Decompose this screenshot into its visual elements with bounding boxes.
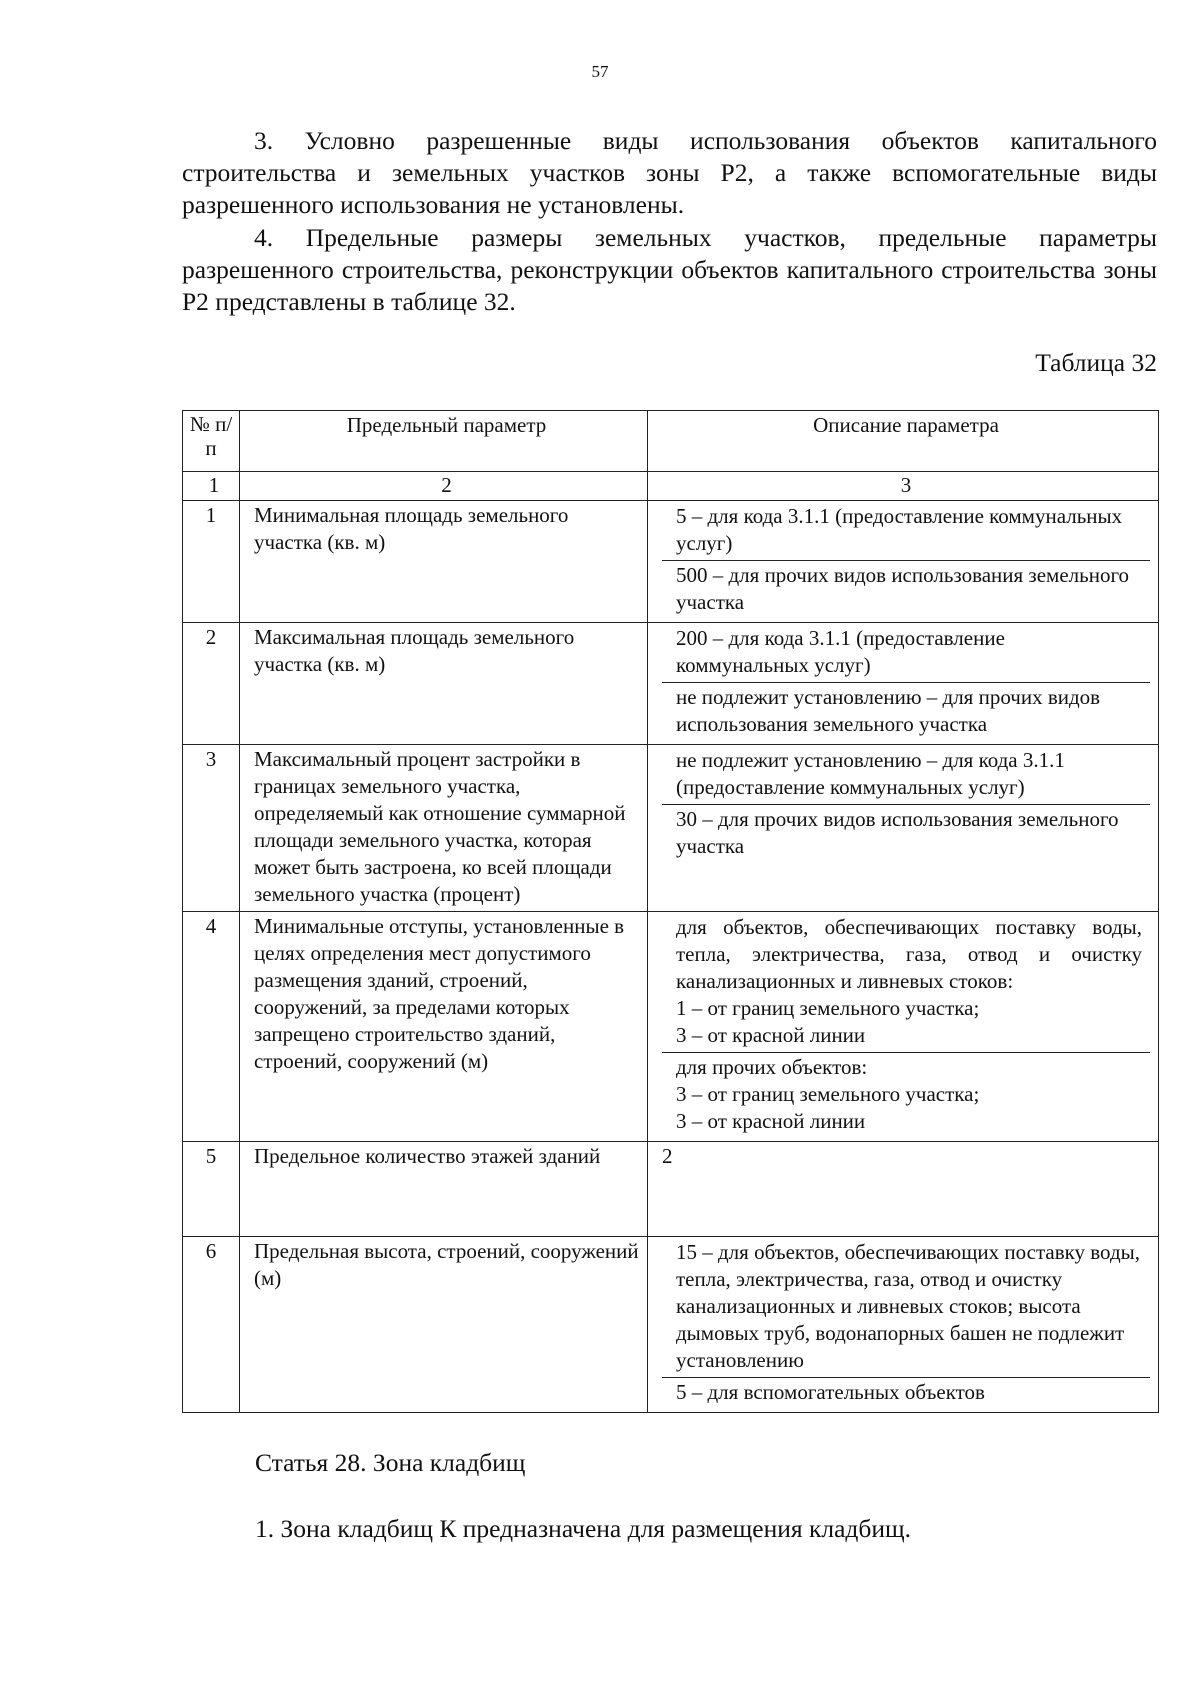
table-row: [183, 745, 1159, 912]
row-description: [648, 1237, 1159, 1413]
article-paragraph-1: 1. Зона кладбищ К предназначена для размещения кладбищ.: [255, 1514, 912, 1543]
row-description: [648, 912, 1159, 1142]
table-row: [183, 501, 1159, 623]
table-row: [183, 1142, 1159, 1237]
description-item: 30 – для прочих видов использования земельного участка: [676, 807, 1119, 858]
header-description: Описание параметра: [648, 411, 1159, 472]
row-number: 1: [183, 501, 240, 623]
row-parameter: Минимальные отступы, установленные в целях определения мест допустимого размещения зданий, строений, сооружений, за пределами которых запрещено строительство зданий, строений, сооружений (м): [240, 912, 648, 1142]
table-row: [183, 623, 1159, 745]
description-item: [662, 1053, 1150, 1138]
table-header-row: [183, 411, 1159, 472]
description-line: 1 – от границ земельного участка;: [676, 996, 980, 1020]
row-number: 6: [183, 1237, 240, 1413]
row-description: 2: [648, 1142, 1159, 1237]
row-parameter: Максимальная площадь земельного участка (кв. м): [240, 623, 648, 745]
index-cell: 2: [240, 472, 648, 501]
table-row: [183, 1237, 1159, 1413]
row-number: 5: [183, 1142, 240, 1237]
table-caption: Таблица 32: [1035, 348, 1157, 377]
row-description: [648, 623, 1159, 745]
description-item: не подлежит установлению – для прочих видов использования земельного участка: [676, 685, 1101, 736]
row-number: 3: [183, 745, 240, 912]
header-number: № п/п: [183, 411, 240, 472]
page-number: 57: [591, 62, 609, 81]
description-line: для объектов, обеспечивающих поставку воды, тепла, электричества, газа, отвод и очистку канализационных и ливневых стоков:: [676, 915, 1142, 993]
description-line: 3 – от красной линии: [676, 1023, 866, 1047]
paragraph-4-text: 4. Предельные размеры земельных участков, предельные параметры разрешенного строительства, реконструкции объектов капитального строительства зоны Р2 представлены в таблице 32.: [182, 223, 1157, 316]
index-cell: 1: [183, 472, 240, 501]
paragraph-4: [182, 222, 1157, 318]
description-item: 5 – для кода 3.1.1 (предоставление коммунальных услуг): [662, 502, 1150, 561]
paragraph-3-text: 3. Условно разрешенные виды использования объектов капитального строительства и земельных участков зоны Р2, а также вспомогательные виды разрешенного использования не установлены.: [182, 126, 1157, 219]
row-number: 2: [183, 623, 240, 745]
row-description: [648, 745, 1159, 912]
description-line: 3 – от границ земельного участка;: [676, 1082, 980, 1106]
row-parameter: Минимальная площадь земельного участка (кв. м): [240, 501, 648, 623]
row-number: 4: [183, 912, 240, 1142]
limits-table: [182, 410, 1159, 1413]
index-cell: 3: [648, 472, 1159, 501]
description-item: 200 – для кода 3.1.1 (предоставление коммунальных услуг): [662, 624, 1150, 683]
header-parameter: Предельный параметр: [240, 411, 648, 472]
article-title: Статья 28. Зона кладбищ: [255, 1448, 526, 1477]
table-row: [183, 912, 1159, 1142]
description-item: 5 – для вспомогательных объектов: [676, 1380, 985, 1404]
paragraph-3: [182, 125, 1157, 221]
table-index-row: [183, 472, 1159, 501]
description-line: 3 – от красной линии: [676, 1109, 866, 1133]
description-item: 15 – для объектов, обеспечивающих поставку воды, тепла, электричества, газа, отвод и очистку канализационных и ливневых стоков; высота дымовых труб, водонапорных башен не подлежит установлению: [662, 1238, 1150, 1378]
row-parameter: Максимальный процент застройки в границах земельного участка, определяемый как отношение суммарной площади земельного участка, которая может быть застроена, ко всей площади земельного участка (процент): [240, 745, 648, 912]
row-description: [648, 501, 1159, 623]
row-parameter: Предельная высота, строений, сооружений (м): [240, 1237, 648, 1413]
description-item: 500 – для прочих видов использования земельного участка: [676, 563, 1130, 614]
description-item: не подлежит установлению – для кода 3.1.1 (предоставление коммунальных услуг): [662, 746, 1150, 805]
description-line: для прочих объектов:: [676, 1055, 868, 1079]
description-item: [662, 913, 1150, 1053]
row-parameter: Предельное количество этажей зданий: [240, 1142, 648, 1237]
